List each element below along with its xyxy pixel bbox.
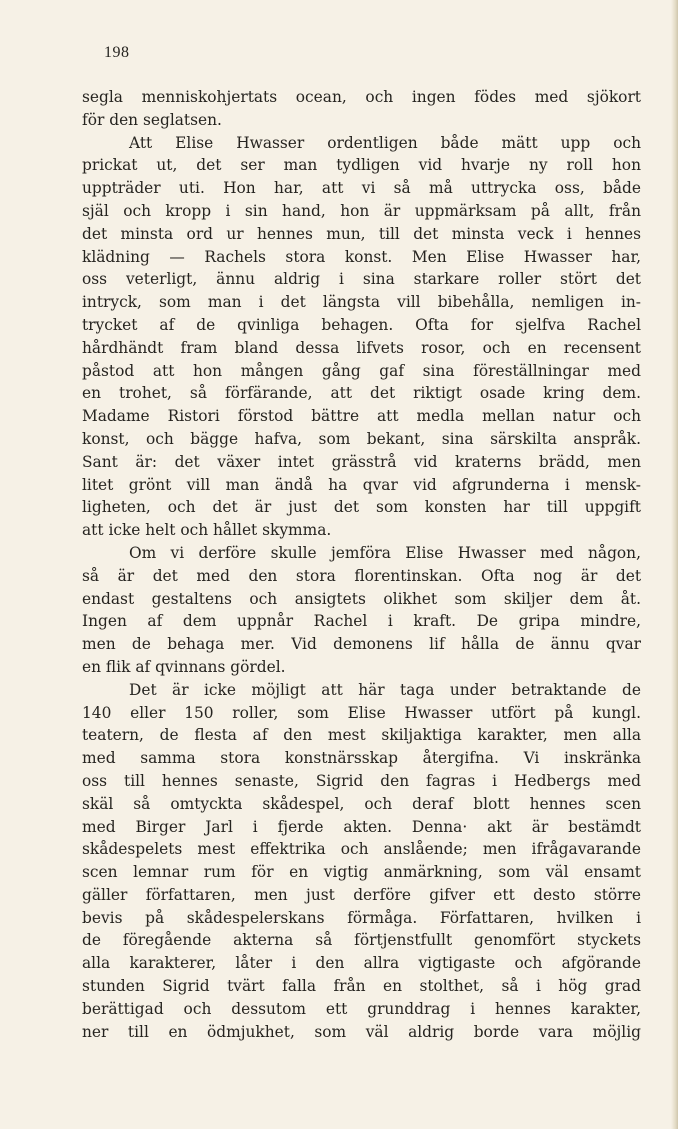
text-line: Sant är: det växer intet grässtrå vid kraterns brädd, men: [82, 452, 641, 471]
text-line: själ och kropp i sin hand, hon är uppmärksam på allt, från: [82, 201, 641, 220]
text-line: med samma stora konstnärsskap återgifna. Vi inskränka: [82, 749, 641, 768]
text-line: litet grönt vill man ändå ha qvar vid afgrunderna i mensk-: [82, 475, 641, 494]
text-line: alla karakterer, låter i den allra vigtigaste och afgörande: [82, 954, 641, 973]
text-line: men de behaga mer. Vid demonens lif hålla de ännu qvar: [82, 635, 641, 654]
text-line: med Birger Jarl i fjerde akten. Denna· akt är bestämdt: [82, 817, 641, 836]
text-line: intryck, som man i det längsta vill bibehålla, nemligen in-: [82, 293, 641, 312]
text-line: Det är icke möjligt att här taga under betraktande de: [129, 680, 641, 699]
text-line: endast gestaltens och ansigtets olikhet som skiljer dem åt.: [82, 589, 641, 608]
text-line: bevis på skådespelerskans förmåga. Författaren, hvilken i: [82, 908, 641, 927]
text-line: Ingen af dem uppnår Rachel i kraft. De gripa mindre,: [82, 612, 641, 631]
text-line: att icke helt och hållet skymma.: [82, 521, 332, 540]
text-line: så är det med den stora florentinskan. Ofta nog är det: [82, 566, 641, 585]
text-line: en flik af qvinnans gördel.: [82, 657, 286, 676]
text-line: Om vi derföre skulle jemföra Elise Hwasser med någon,: [129, 543, 641, 562]
text-line: konst, och bägge hafva, som bekant, sina särskilta anspråk.: [82, 429, 641, 448]
text-line: en trohet, så förfärande, att det riktigt osade kring dem.: [82, 384, 641, 403]
text-line: stunden Sigrid tvärt falla från en stolthet, så i hög grad: [82, 977, 641, 996]
text-line: scen lemnar rum för en vigtig anmärkning, som väl ensamt: [82, 863, 641, 882]
text-line: Att Elise Hwasser ordentligen både mätt upp och: [129, 133, 641, 152]
text-line: hårdhändt fram bland dessa lifvets rosor, och en recensent: [82, 338, 641, 357]
text-line: segla menniskohjertats ocean, och ingen födes med sjökort: [82, 88, 641, 106]
text-line: uppträder uti. Hon har, att vi så må uttrycka oss, både: [82, 179, 641, 198]
page-edge: [671, 0, 678, 1129]
text-line: Madame Ristori förstod bättre att medla mellan natur och: [82, 407, 641, 426]
page-number: 198: [104, 44, 130, 61]
body-text: [82, 86, 641, 1043]
text-line: trycket af de qvinliga behagen. Ofta for sjelfva Rachel: [82, 315, 641, 334]
text-line: berättigad och dessutom ett grunddrag i hennes karakter,: [82, 999, 641, 1018]
text-line: påstod att hon mången gång gaf sina föreställningar med: [82, 361, 641, 380]
text-line: prickat ut, det ser man tydligen vid hvarje ny roll hon: [82, 156, 641, 175]
text-line: klädning — Rachels stora konst. Men Elise Hwasser har,: [82, 247, 641, 266]
text-line: gäller författaren, men just derföre gifver ett desto större: [82, 885, 641, 904]
text-line: 140 eller 150 roller, som Elise Hwasser utfört på kungl.: [82, 703, 641, 722]
text-line: ligheten, och det är just det som konsten har till uppgift: [82, 498, 641, 517]
text-line: teatern, de flesta af den mest skiljaktiga karakter, men alla: [82, 726, 641, 745]
text-line: oss till hennes senaste, Sigrid den fagras i Hedbergs med: [82, 771, 641, 790]
text-line: de föregående akterna så förtjenstfullt genomfört styckets: [82, 931, 641, 950]
text-line: oss veterligt, ännu aldrig i sina starkare roller stört det: [82, 270, 641, 289]
text-line: skäl så omtyckta skådespel, och deraf blott hennes scen: [82, 794, 641, 813]
text-line: skådespelets mest effektrika och anslående; men ifrågavarande: [82, 840, 641, 859]
text-line: det minsta ord ur hennes mun, till det minsta veck i hennes: [82, 224, 641, 243]
text-line: för den seglatsen.: [82, 110, 222, 129]
text-line: ner till en ödmjukhet, som väl aldrig borde vara möjlig: [82, 1022, 641, 1041]
